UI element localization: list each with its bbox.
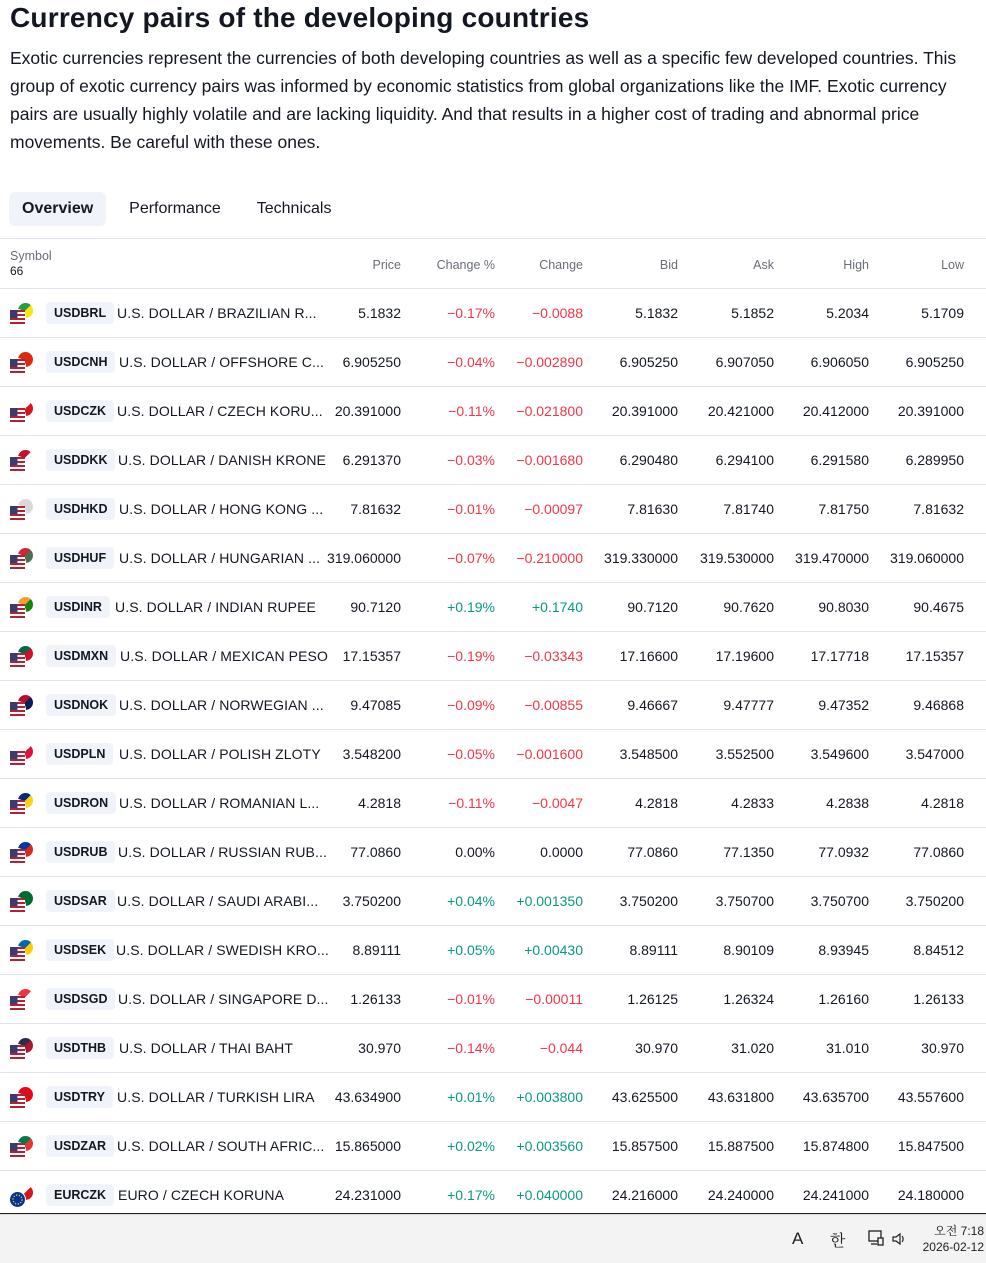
flag-pl-icon [9,744,35,766]
change-cell: −0.002890 [516,354,583,370]
high-cell: 31.010 [826,1040,869,1056]
table-row[interactable] [0,534,986,583]
windows-taskbar [0,1214,986,1263]
ask-cell: 5.1852 [731,305,774,321]
bid-cell: 8.89111 [629,942,678,958]
ticker-badge[interactable]: USDSGD [46,988,115,1010]
table-row[interactable] [0,632,986,681]
high-cell: 77.0932 [818,844,869,860]
ticker-badge[interactable]: USDTHB [46,1037,114,1059]
ticker-badge[interactable]: USDSEK [46,939,114,961]
ask-cell: 24.240000 [707,1187,774,1203]
change-cell: +0.003800 [516,1089,583,1105]
symbol-description: U.S. DOLLAR / INDIAN RUPEE [115,599,316,615]
flag-se-icon [9,940,35,962]
ticker-badge[interactable]: USDSAR [46,890,115,912]
ticker-badge[interactable]: USDCNH [46,351,115,373]
ticker-badge[interactable]: USDRUB [46,841,115,863]
low-cell: 6.289950 [905,452,964,468]
column-header-change-percent[interactable]: Change % [436,258,495,272]
change-cell: +0.001350 [516,893,583,909]
ticker-badge[interactable]: EURCZK [46,1184,114,1206]
page-title: Currency pairs of the developing countries [10,2,590,33]
change-cell: −0.210000 [516,550,583,566]
price-cell: 43.634900 [334,1089,401,1105]
symbol-description: U.S. DOLLAR / SINGAPORE D... [118,991,329,1007]
price-cell: 6.291370 [342,452,401,468]
bid-cell: 20.391000 [611,403,678,419]
symbol-description: U.S. DOLLAR / ROMANIAN L... [119,795,320,811]
ticker-badge[interactable]: USDDKK [46,449,115,471]
tab-technicals[interactable]: Technicals [256,200,332,217]
high-cell: 43.635700 [802,1089,869,1105]
system-clock[interactable] [923,1223,984,1255]
change-percent-cell: −0.14% [447,1040,495,1056]
symbol-description: U.S. DOLLAR / THAI BAHT [119,1040,293,1056]
symbol-description: U.S. DOLLAR / HUNGARIAN ... [119,550,321,566]
price-cell: 20.391000 [334,403,401,419]
column-header-ask[interactable]: Ask [753,258,774,272]
table-row[interactable] [0,1122,986,1171]
bid-cell: 90.7120 [627,599,678,615]
ticker-badge[interactable]: USDHUF [46,547,114,569]
high-cell: 319.470000 [795,550,869,566]
symbol-description: U.S. DOLLAR / TURKISH LIRA [117,1089,315,1105]
symbol-description: U.S. DOLLAR / DANISH KRONE [118,452,326,468]
bid-cell: 15.857500 [611,1138,678,1154]
ticker-badge[interactable]: USDRON [46,792,116,814]
price-cell: 3.548200 [342,746,401,762]
volume-icon[interactable] [892,1231,906,1251]
bid-cell: 24.216000 [611,1187,678,1203]
flag-dk-icon [9,450,35,472]
symbol-description: U.S. DOLLAR / SAUDI ARABI... [117,893,319,909]
high-cell: 5.2034 [826,305,869,321]
change-percent-cell: −0.04% [447,354,495,370]
table-row[interactable] [0,1073,986,1122]
price-cell: 4.2818 [358,795,401,811]
table-row[interactable] [0,338,986,387]
flag-tr-icon [9,1087,35,1109]
change-percent-cell: +0.05% [447,942,495,958]
bid-cell: 3.548500 [619,746,678,762]
price-cell: 30.970 [358,1040,401,1056]
price-cell: 6.905250 [342,354,401,370]
change-cell: −0.021800 [516,403,583,419]
change-cell: +0.00430 [524,942,583,958]
low-cell: 77.0860 [913,844,964,860]
high-cell: 1.26160 [818,991,869,1007]
ask-cell: 8.90109 [723,942,774,958]
ask-cell: 20.421000 [707,403,774,419]
change-cell: −0.00011 [525,991,583,1007]
symbol-description: U.S. DOLLAR / SOUTH AFRIC... [117,1138,325,1154]
high-cell: 8.93945 [818,942,869,958]
ticker-badge[interactable]: USDMXN [46,645,116,667]
flag-za-icon [9,1136,35,1158]
low-cell: 5.1709 [921,305,964,321]
change-cell: −0.03343 [524,648,583,664]
bid-cell: 30.970 [635,1040,678,1056]
price-cell: 5.1832 [358,305,401,321]
ask-cell: 7.81740 [723,501,774,517]
flag-br-icon [9,303,35,325]
bid-cell: 77.0860 [627,844,678,860]
symbol-description: U.S. DOLLAR / CZECH KORU... [117,403,323,419]
bid-cell: 4.2818 [635,795,678,811]
high-cell: 6.291580 [810,452,869,468]
column-header-symbol[interactable] [10,249,52,279]
bid-cell: 9.46667 [627,697,678,713]
price-cell: 15.865000 [334,1138,401,1154]
ticker-badge[interactable]: USDPLN [46,743,113,765]
low-cell: 43.557600 [897,1089,964,1105]
flag-ru-icon [9,842,35,864]
flag-hk-icon [9,499,35,521]
high-cell: 3.750700 [810,893,869,909]
change-cell: −0.001680 [516,452,583,468]
symbol-count: 66 [10,264,24,278]
column-header-change[interactable]: Change [539,258,583,272]
change-percent-cell: +0.17% [447,1187,495,1203]
bid-cell: 43.625500 [611,1089,678,1105]
price-cell: 9.47085 [350,697,401,713]
ask-cell: 9.47777 [723,697,774,713]
ticker-badge[interactable]: USDBRL [46,302,114,324]
low-cell: 3.547000 [905,746,964,762]
page-description: Exotic currencies represent the currencies of both developing countries as well as a specific few developed countries. This group of exotic currency pairs was informed by economic statistics from global organizations like the IMF. Exotic currency pairs are usually highly volatile and are lacking liquidity. And that results in a higher cost of trading and abnormal price movements. Be careful with these ones. [10,48,957,152]
symbol-description: U.S. DOLLAR / RUSSIAN RUB... [118,844,327,860]
high-cell: 3.549600 [810,746,869,762]
change-percent-cell: −0.05% [447,746,495,762]
symbol-description: U.S. DOLLAR / NORWEGIAN ... [119,697,324,713]
high-cell: 24.241000 [802,1187,869,1203]
ask-cell: 15.887500 [707,1138,774,1154]
ticker-badge[interactable]: USDZAR [46,1135,114,1157]
change-cell: −0.00855 [524,697,583,713]
change-percent-cell: −0.07% [447,550,495,566]
flag-cn-icon [9,352,35,374]
bid-cell: 5.1832 [635,305,678,321]
change-percent-cell: +0.02% [447,1138,495,1154]
change-cell: −0.044 [539,1040,583,1056]
clock-date: 2026-02-12 [922,1240,984,1254]
ask-cell: 43.631800 [707,1089,774,1105]
ask-cell: 3.750700 [715,893,774,909]
symbol-description: EURO / CZECH KORUNA [118,1187,285,1203]
bid-cell: 6.905250 [619,354,678,370]
flag-mx-icon [9,646,35,668]
flag-th-icon [9,1038,35,1060]
high-cell: 9.47352 [818,697,869,713]
symbol-description: U.S. DOLLAR / SWEDISH KRO... [116,942,329,958]
low-cell: 24.180000 [897,1187,964,1203]
table-row[interactable] [0,975,986,1024]
change-percent-cell: −0.03% [447,452,495,468]
low-cell: 90.4675 [913,599,964,615]
high-cell: 90.8030 [818,599,869,615]
column-header-bid[interactable]: Bid [659,258,678,272]
ask-cell: 6.907050 [715,354,774,370]
price-cell: 8.89111 [352,942,401,958]
column-header-price[interactable]: Price [372,258,401,272]
ask-cell: 31.020 [731,1040,774,1056]
high-cell: 17.17718 [810,648,869,664]
bid-cell: 319.330000 [604,550,678,566]
flag-sg-icon [9,989,35,1011]
tab-bar [9,192,354,226]
ticker-badge[interactable]: USDINR [46,596,110,618]
change-percent-cell: −0.01% [447,501,495,517]
ask-cell: 3.552500 [715,746,774,762]
flag-no-icon [9,695,35,717]
ask-cell: 4.2833 [731,795,774,811]
tab-overview[interactable]: Overview [9,192,106,226]
symbol-header-label: Symbol [10,249,52,263]
change-percent-cell: +0.01% [447,1089,495,1105]
low-cell: 30.970 [921,1040,964,1056]
table-row[interactable] [0,877,986,926]
clock-time: 오전 7:18 [934,1224,984,1238]
change-cell: +0.1740 [532,599,583,615]
symbol-description: U.S. DOLLAR / MEXICAN PESO [120,648,328,664]
table-row[interactable] [0,436,986,485]
change-cell: −0.001600 [516,746,583,762]
column-header-high[interactable]: High [843,258,869,272]
column-header-low[interactable]: Low [941,258,964,272]
change-percent-cell: −0.09% [447,697,495,713]
low-cell: 7.81632 [913,501,964,517]
change-percent-cell: 0.00% [455,844,495,860]
ask-cell: 77.1350 [723,844,774,860]
table-row[interactable] [0,1024,986,1073]
table-row[interactable] [0,779,986,828]
high-cell: 7.81750 [818,501,869,517]
change-cell: +0.040000 [516,1187,583,1203]
flag-in-icon [9,597,35,619]
high-cell: 20.412000 [802,403,869,419]
price-cell: 24.231000 [334,1187,401,1203]
ime-mode-indicator[interactable]: 한 [830,1233,846,1250]
change-percent-cell: −0.11% [448,795,495,811]
table-row[interactable] [0,289,986,338]
symbol-description: U.S. DOLLAR / HONG KONG ... [119,501,324,517]
change-percent-cell: +0.19% [447,599,495,615]
low-cell: 1.26133 [913,991,964,1007]
symbol-description: U.S. DOLLAR / BRAZILIAN R... [117,305,317,321]
flag-cz-icon [9,401,35,423]
change-percent-cell: −0.19% [447,648,495,664]
bid-cell: 3.750200 [619,893,678,909]
low-cell: 319.060000 [890,550,964,566]
price-cell: 17.15357 [342,648,401,664]
ask-cell: 17.19600 [715,648,774,664]
table-body [0,289,986,1220]
change-percent-cell: −0.01% [447,991,495,1007]
bid-cell: 1.26125 [627,991,678,1007]
change-cell: 0.0000 [540,844,583,860]
symbol-description: U.S. DOLLAR / OFFSHORE C... [119,354,324,370]
change-cell: −0.00097 [524,501,583,517]
ask-cell: 6.294100 [715,452,774,468]
ticker-badge[interactable]: USDTRY [46,1086,113,1108]
currency-table [0,238,986,1220]
bid-cell: 6.290480 [619,452,678,468]
low-cell: 17.15357 [905,648,964,664]
ticker-badge[interactable]: USDNOK [46,694,116,716]
symbol-description: U.S. DOLLAR / POLISH ZLOTY [119,746,321,762]
change-cell: −0.0047 [532,795,583,811]
high-cell: 4.2838 [826,795,869,811]
ime-language-indicator[interactable]: A [792,1229,804,1248]
low-cell: 9.46868 [913,697,964,713]
ticker-badge[interactable]: USDHKD [46,498,115,520]
change-cell: +0.003560 [516,1138,583,1154]
flag-ro-icon [9,793,35,815]
table-row[interactable] [0,681,986,730]
bid-cell: 17.16600 [619,648,678,664]
low-cell: 3.750200 [905,893,964,909]
flag-sa-icon [9,891,35,913]
table-row[interactable] [0,730,986,779]
ask-cell: 90.7620 [723,599,774,615]
tab-performance[interactable]: Performance [129,200,221,217]
low-cell: 4.2818 [921,795,964,811]
table-header [0,239,986,289]
change-percent-cell: −0.17% [447,305,495,321]
flag-eu-icon [9,1185,35,1207]
high-cell: 6.906050 [810,354,869,370]
table-row[interactable] [0,583,986,632]
price-cell: 77.0860 [350,844,401,860]
low-cell: 15.847500 [897,1138,964,1154]
change-percent-cell: +0.04% [447,893,495,909]
network-icon[interactable] [868,1229,884,1252]
low-cell: 6.905250 [905,354,964,370]
table-row[interactable] [0,387,986,436]
table-row[interactable] [0,828,986,877]
price-cell: 1.26133 [350,991,401,1007]
table-row[interactable] [0,926,986,975]
price-cell: 3.750200 [342,893,401,909]
bid-cell: 7.81630 [627,501,678,517]
price-cell: 90.7120 [350,599,401,615]
price-cell: 319.060000 [327,550,401,566]
flag-hu-icon [9,548,35,570]
ticker-badge[interactable]: USDCZK [46,400,114,422]
change-percent-cell: −0.11% [448,403,495,419]
high-cell: 15.874800 [802,1138,869,1154]
table-row[interactable] [0,485,986,534]
low-cell: 8.84512 [913,942,964,958]
ask-cell: 1.26324 [723,991,774,1007]
low-cell: 20.391000 [897,403,964,419]
ask-cell: 319.530000 [700,550,774,566]
change-cell: −0.0088 [532,305,583,321]
price-cell: 7.81632 [350,501,401,517]
